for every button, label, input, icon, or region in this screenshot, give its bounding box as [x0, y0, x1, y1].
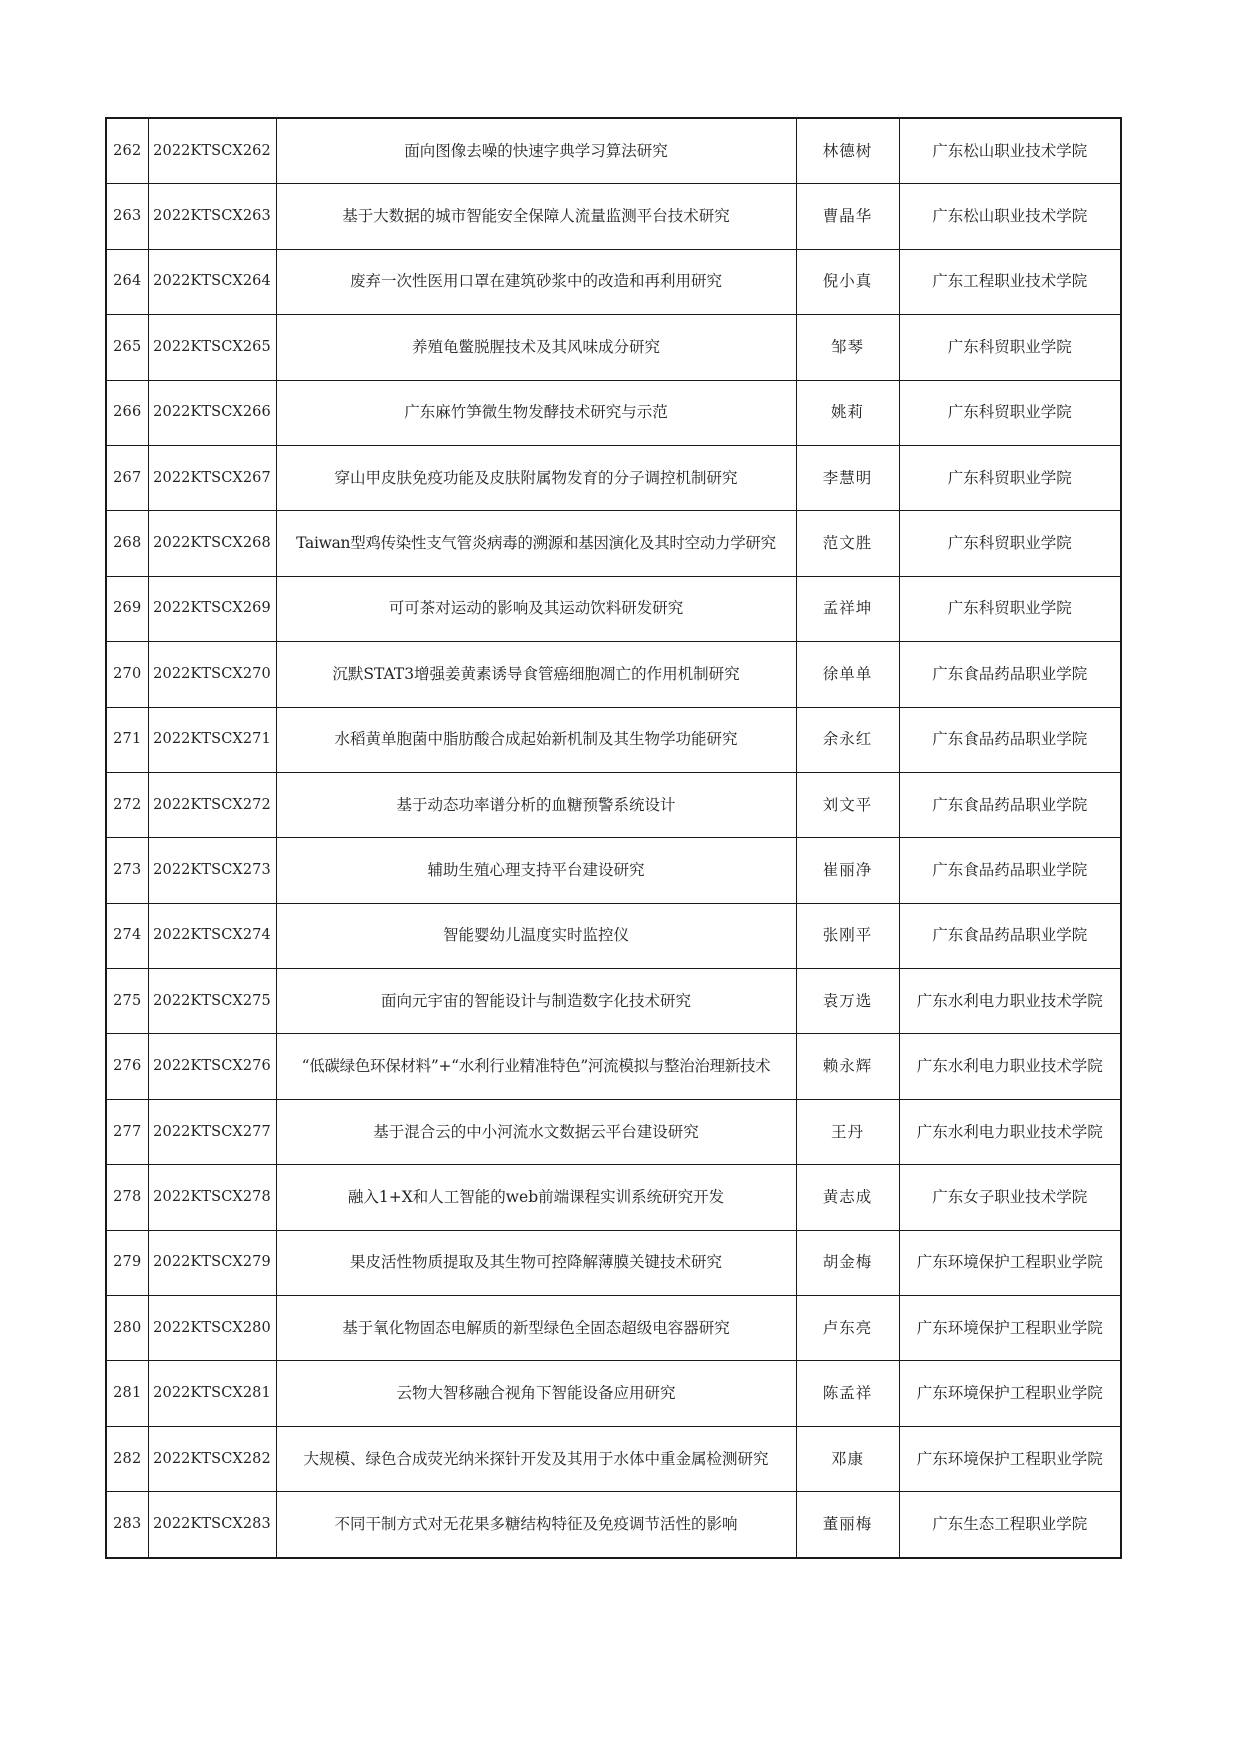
project-code-cell: 2022KTSCX262 [148, 118, 276, 184]
project-code-cell: 2022KTSCX282 [148, 1426, 276, 1491]
project-title-cell: 智能婴幼儿温度实时监控仪 [276, 903, 796, 968]
row-number-cell: 271 [106, 707, 148, 772]
table-row [106, 576, 1121, 641]
table-row [106, 1492, 1121, 1558]
table-row [106, 445, 1121, 510]
institution-cell: 广东科贸职业学院 [899, 380, 1121, 445]
table-row [106, 1230, 1121, 1295]
table-row [106, 1426, 1121, 1491]
row-number-cell: 272 [106, 772, 148, 837]
project-code-cell: 2022KTSCX278 [148, 1165, 276, 1230]
row-number-cell: 262 [106, 118, 148, 184]
project-code-cell: 2022KTSCX272 [148, 772, 276, 837]
row-number-cell: 275 [106, 969, 148, 1034]
principal-investigator-cell: 刘文平 [796, 772, 899, 837]
row-number-cell: 264 [106, 249, 148, 314]
principal-investigator-cell: 徐单单 [796, 642, 899, 707]
institution-cell: 广东科贸职业学院 [899, 445, 1121, 510]
table-row [106, 380, 1121, 445]
project-code-cell: 2022KTSCX277 [148, 1099, 276, 1164]
project-title-cell: 基于混合云的中小河流水文数据云平台建设研究 [276, 1099, 796, 1164]
project-code-cell: 2022KTSCX273 [148, 838, 276, 903]
principal-investigator-cell: 赖永辉 [796, 1034, 899, 1099]
project-code-cell: 2022KTSCX275 [148, 969, 276, 1034]
principal-investigator-cell: 王丹 [796, 1099, 899, 1164]
project-code-cell: 2022KTSCX267 [148, 445, 276, 510]
project-title-cell: “低碳绿色环保材料”+“水利行业精准特色”河流模拟与整治治理新技术 [276, 1034, 796, 1099]
principal-investigator-cell: 林德树 [796, 118, 899, 184]
table-row [106, 511, 1121, 576]
project-code-cell: 2022KTSCX283 [148, 1492, 276, 1558]
principal-investigator-cell: 姚莉 [796, 380, 899, 445]
table-row [106, 1165, 1121, 1230]
institution-cell: 广东科贸职业学院 [899, 315, 1121, 380]
project-title-cell: 面向图像去噪的快速字典学习算法研究 [276, 118, 796, 184]
project-title-cell: 可可茶对运动的影响及其运动饮料研发研究 [276, 576, 796, 641]
table-row [106, 642, 1121, 707]
row-number-cell: 277 [106, 1099, 148, 1164]
project-code-cell: 2022KTSCX263 [148, 184, 276, 249]
principal-investigator-cell: 余永红 [796, 707, 899, 772]
table-row [106, 838, 1121, 903]
project-title-cell: 基于大数据的城市智能安全保障人流量监测平台技术研究 [276, 184, 796, 249]
institution-cell: 广东水利电力职业技术学院 [899, 1099, 1121, 1164]
project-title-cell: 穿山甲皮肤免疫功能及皮肤附属物发育的分子调控机制研究 [276, 445, 796, 510]
project-title-cell: 不同干制方式对无花果多糖结构特征及免疫调节活性的影响 [276, 1492, 796, 1558]
project-code-cell: 2022KTSCX266 [148, 380, 276, 445]
row-number-cell: 266 [106, 380, 148, 445]
row-number-cell: 276 [106, 1034, 148, 1099]
project-title-cell: 大规模、绿色合成荧光纳米探针开发及其用于水体中重金属检测研究 [276, 1426, 796, 1491]
institution-cell: 广东食品药品职业学院 [899, 903, 1121, 968]
institution-cell: 广东环境保护工程职业学院 [899, 1230, 1121, 1295]
project-title-cell: 云物大智移融合视角下智能设备应用研究 [276, 1361, 796, 1426]
institution-cell: 广东科贸职业学院 [899, 576, 1121, 641]
project-code-cell: 2022KTSCX276 [148, 1034, 276, 1099]
project-title-cell: 辅助生殖心理支持平台建设研究 [276, 838, 796, 903]
project-code-cell: 2022KTSCX280 [148, 1296, 276, 1361]
project-title-cell: 沉默STAT3增强姜黄素诱导食管癌细胞凋亡的作用机制研究 [276, 642, 796, 707]
project-code-cell: 2022KTSCX274 [148, 903, 276, 968]
table-row [106, 707, 1121, 772]
institution-cell: 广东松山职业技术学院 [899, 184, 1121, 249]
institution-cell: 广东食品药品职业学院 [899, 707, 1121, 772]
principal-investigator-cell: 陈孟祥 [796, 1361, 899, 1426]
institution-cell: 广东水利电力职业技术学院 [899, 1034, 1121, 1099]
row-number-cell: 279 [106, 1230, 148, 1295]
institution-cell: 广东环境保护工程职业学院 [899, 1361, 1121, 1426]
project-code-cell: 2022KTSCX269 [148, 576, 276, 641]
institution-cell: 广东食品药品职业学院 [899, 642, 1121, 707]
principal-investigator-cell: 卢东亮 [796, 1296, 899, 1361]
institution-cell: 广东女子职业技术学院 [899, 1165, 1121, 1230]
principal-investigator-cell: 倪小真 [796, 249, 899, 314]
row-number-cell: 265 [106, 315, 148, 380]
row-number-cell: 273 [106, 838, 148, 903]
principal-investigator-cell: 董丽梅 [796, 1492, 899, 1558]
project-code-cell: 2022KTSCX270 [148, 642, 276, 707]
project-code-cell: 2022KTSCX268 [148, 511, 276, 576]
row-number-cell: 269 [106, 576, 148, 641]
principal-investigator-cell: 崔丽净 [796, 838, 899, 903]
institution-cell: 广东食品药品职业学院 [899, 838, 1121, 903]
table-row [106, 1034, 1121, 1099]
principal-investigator-cell: 范文胜 [796, 511, 899, 576]
institution-cell: 广东环境保护工程职业学院 [899, 1426, 1121, 1491]
project-list-table [105, 117, 1122, 1559]
table-body [106, 118, 1121, 1558]
row-number-cell: 267 [106, 445, 148, 510]
project-title-cell: 水稻黄单胞菌中脂肪酸合成起始新机制及其生物学功能研究 [276, 707, 796, 772]
principal-investigator-cell: 张刚平 [796, 903, 899, 968]
principal-investigator-cell: 袁万选 [796, 969, 899, 1034]
principal-investigator-cell: 李慧明 [796, 445, 899, 510]
project-title-cell: 果皮活性物质提取及其生物可控降解薄膜关键技术研究 [276, 1230, 796, 1295]
project-code-cell: 2022KTSCX264 [148, 249, 276, 314]
principal-investigator-cell: 邹琴 [796, 315, 899, 380]
project-title-cell: 面向元宇宙的智能设计与制造数字化技术研究 [276, 969, 796, 1034]
table-row [106, 118, 1121, 184]
project-code-cell: 2022KTSCX265 [148, 315, 276, 380]
project-title-cell: 基于动态功率谱分析的血糖预警系统设计 [276, 772, 796, 837]
project-title-cell: 融入1+X和人工智能的web前端课程实训系统研究开发 [276, 1165, 796, 1230]
table-row [106, 249, 1121, 314]
row-number-cell: 280 [106, 1296, 148, 1361]
project-title-cell: 基于氧化物固态电解质的新型绿色全固态超级电容器研究 [276, 1296, 796, 1361]
table-row [106, 969, 1121, 1034]
row-number-cell: 268 [106, 511, 148, 576]
table-row [106, 772, 1121, 837]
row-number-cell: 282 [106, 1426, 148, 1491]
table-row [106, 1099, 1121, 1164]
project-title-cell: 废弃一次性医用口罩在建筑砂浆中的改造和再利用研究 [276, 249, 796, 314]
table-row [106, 184, 1121, 249]
row-number-cell: 270 [106, 642, 148, 707]
principal-investigator-cell: 孟祥坤 [796, 576, 899, 641]
principal-investigator-cell: 黄志成 [796, 1165, 899, 1230]
institution-cell: 广东生态工程职业学院 [899, 1492, 1121, 1558]
project-title-cell: 广东麻竹笋微生物发酵技术研究与示范 [276, 380, 796, 445]
institution-cell: 广东水利电力职业技术学院 [899, 969, 1121, 1034]
row-number-cell: 281 [106, 1361, 148, 1426]
institution-cell: 广东食品药品职业学院 [899, 772, 1121, 837]
institution-cell: 广东工程职业技术学院 [899, 249, 1121, 314]
table-row [106, 1296, 1121, 1361]
table-row [106, 903, 1121, 968]
row-number-cell: 263 [106, 184, 148, 249]
project-title-cell: Taiwan型鸡传染性支气管炎病毒的溯源和基因演化及其时空动力学研究 [276, 511, 796, 576]
project-code-cell: 2022KTSCX271 [148, 707, 276, 772]
project-title-cell: 养殖龟鳖脱腥技术及其风味成分研究 [276, 315, 796, 380]
project-code-cell: 2022KTSCX281 [148, 1361, 276, 1426]
row-number-cell: 283 [106, 1492, 148, 1558]
project-code-cell: 2022KTSCX279 [148, 1230, 276, 1295]
table-row [106, 315, 1121, 380]
principal-investigator-cell: 胡金梅 [796, 1230, 899, 1295]
institution-cell: 广东环境保护工程职业学院 [899, 1296, 1121, 1361]
principal-investigator-cell: 曹晶华 [796, 184, 899, 249]
institution-cell: 广东科贸职业学院 [899, 511, 1121, 576]
principal-investigator-cell: 邓康 [796, 1426, 899, 1491]
table-row [106, 1361, 1121, 1426]
row-number-cell: 274 [106, 903, 148, 968]
institution-cell: 广东松山职业技术学院 [899, 118, 1121, 184]
row-number-cell: 278 [106, 1165, 148, 1230]
